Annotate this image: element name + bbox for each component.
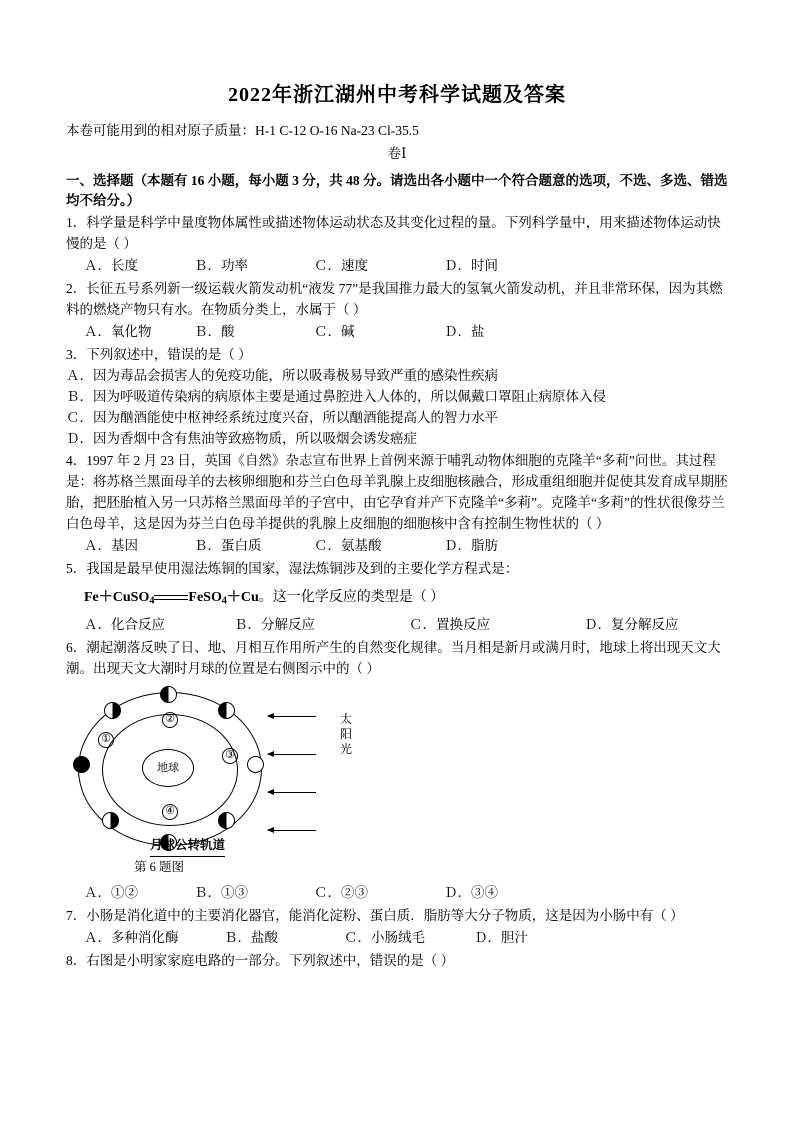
sun-label: 太阳光 bbox=[339, 711, 352, 756]
question-7-option-a[interactable]: Ａ．多种消化酶 bbox=[84, 929, 179, 945]
question-6-option-b[interactable]: Ｂ．①③ bbox=[194, 884, 248, 900]
question-4-options bbox=[84, 536, 728, 557]
question-5-option-b[interactable]: Ｂ．分解反应 bbox=[234, 617, 315, 633]
question-6-option-a[interactable]: Ａ．①② bbox=[84, 884, 138, 900]
equation-left-sub: 4 bbox=[149, 595, 155, 607]
question-1-option-b[interactable]: Ｂ．功率 bbox=[194, 258, 248, 274]
moon-phase-bottom-left bbox=[102, 812, 119, 829]
question-5-equation bbox=[84, 587, 728, 609]
sunlight-arrow-4 bbox=[268, 830, 316, 831]
question-5-option-d[interactable]: Ｄ．复分解反应 bbox=[584, 617, 679, 633]
moon-phase-right bbox=[247, 756, 264, 773]
question-1-stem: 1．科学量是科学中量度物体属性或描述物体运动状态及其变化过程的量。下列科学量中，用来描述物体运动快慢的是（ ） bbox=[66, 215, 721, 252]
question-6-option-c[interactable]: Ｃ．②③ bbox=[314, 884, 368, 900]
question-6-figure bbox=[72, 686, 372, 881]
orbit-label: 月球公转轨道 bbox=[150, 836, 225, 857]
question-2-stem: 2．长征五号系列新一级运载火箭发动机“液发 77”是我国推力最大的氢氧火箭发动机，并且非常环保，因为其燃料的燃烧产物只有水。在物质分类上，水属于（ ） bbox=[66, 281, 723, 318]
moon-phase-top-right bbox=[218, 702, 235, 719]
question-3-stem: 3．下列叙述中，错误的是（ ） bbox=[66, 346, 252, 362]
moon-phase-left bbox=[73, 756, 90, 773]
page-title: 2022年浙江湖州中考科学试题及答案 bbox=[228, 84, 566, 106]
question-7 bbox=[66, 906, 728, 949]
question-6-stem: 6．潮起潮落反映了日、地、月相互作用所产生的自然变化规律。当月相是新月或满月时，地球上将出现天文大潮。出现天文大潮时月球的位置是右侧图示中的（ ） bbox=[66, 640, 721, 676]
question-2-option-a[interactable]: Ａ．氧化物 bbox=[84, 323, 152, 339]
question-3-option-d[interactable]: Ｄ．因为香烟中含有焦油等致癌物质，所以吸烟会诱发癌症 bbox=[66, 430, 417, 446]
question-7-option-c[interactable]: Ｃ．小肠绒毛 bbox=[344, 929, 425, 945]
moon-phase-bottom-right bbox=[218, 812, 235, 829]
question-4-option-c[interactable]: Ｃ．氨基酸 bbox=[314, 538, 382, 554]
question-3-option-c[interactable]: Ｃ．因为酗酒能使中枢神经系统过度兴奋，所以酗酒能提高人的智力水平 bbox=[66, 409, 498, 425]
question-7-stem: 7．小肠是消化道中的主要消化器官，能消化淀粉、蛋白质．脂肪等大分子物质，这是因为小肠中有（ ） bbox=[66, 907, 684, 923]
sunlight-arrow-1 bbox=[268, 716, 316, 717]
position-label-1: ① bbox=[98, 732, 114, 748]
question-2-option-c[interactable]: Ｃ．碱 bbox=[314, 323, 355, 339]
question-5-options bbox=[84, 615, 728, 636]
figure-6-caption: 第 6 题图 bbox=[134, 859, 185, 874]
question-3 bbox=[66, 345, 728, 450]
equation-tail-text: 。这一化学反应的类型是（ ） bbox=[258, 590, 445, 606]
question-6-option-d[interactable]: Ｄ．③④ bbox=[444, 884, 498, 900]
moon-orbit-diagram bbox=[72, 686, 284, 854]
question-5 bbox=[66, 559, 728, 636]
question-6 bbox=[66, 638, 728, 904]
paper-label: 卷Ⅰ bbox=[387, 145, 407, 161]
position-label-4: ④ bbox=[162, 804, 178, 820]
question-1-option-a[interactable]: Ａ．长度 bbox=[84, 258, 138, 274]
sunlight-arrow-3 bbox=[268, 792, 316, 793]
question-4-option-d[interactable]: Ｄ．脂肪 bbox=[444, 538, 498, 554]
question-4 bbox=[66, 451, 728, 557]
atomic-mass-note: 本卷可能用到的相对原子质量：H-1 C-12 O-16 Na-23 Cl-35.5 bbox=[66, 123, 419, 138]
moon-phase-top-left bbox=[104, 702, 121, 719]
position-label-2: ② bbox=[162, 712, 178, 728]
question-6-options bbox=[84, 883, 728, 904]
sunlight-arrows bbox=[268, 708, 328, 828]
question-8-stem: 8．右图是小明家家庭电路的一部分。下列叙述中，错误的是（ ） bbox=[66, 952, 455, 968]
equation-right: FeSO bbox=[188, 590, 222, 606]
reaction-arrow-icon bbox=[154, 592, 188, 604]
question-4-stem: 4．1997 年 2 月 23 日，英国《自然》杂志宣布世界上首例来源于哺乳动物体细胞的克隆羊“多莉”问世。其过程是：将苏格兰黑面母羊的去核卵细胞和芬兰白色母羊乳腺上皮细胞核融合，形成重组细胞并促使其发育成早期胚胎，把胚胎植入另一只苏格兰黑面母羊的子宫中，由它孕育并产下克隆羊“多莉”。克隆羊“多莉”的性状很像芬兰白色母羊，这是因为芬兰白色母羊提供的乳腺上皮细胞的细胞核中含有控制生物性状的（ ） bbox=[66, 453, 728, 532]
question-2-option-b[interactable]: Ｂ．酸 bbox=[194, 323, 235, 339]
question-3-option-a[interactable]: Ａ．因为毒品会损害人的免疫功能，所以吸毒极易导致严重的感染性疾病 bbox=[66, 367, 498, 383]
question-1 bbox=[66, 213, 728, 277]
question-4-option-a[interactable]: Ａ．基因 bbox=[84, 538, 138, 554]
equation-right-tail: ＋Cu bbox=[226, 590, 259, 606]
earth-label: 地球 bbox=[142, 749, 194, 787]
question-1-option-c[interactable]: Ｃ．速度 bbox=[314, 258, 368, 274]
moon-phase-top bbox=[160, 686, 177, 703]
question-2 bbox=[66, 279, 728, 343]
equation-left: Fe＋CuSO bbox=[84, 590, 150, 606]
question-4-option-b[interactable]: Ｂ．蛋白质 bbox=[194, 538, 262, 554]
question-7-option-b[interactable]: Ｂ．盐酸 bbox=[224, 929, 278, 945]
question-5-option-c[interactable]: Ｃ．置换反应 bbox=[409, 617, 490, 633]
question-1-option-d[interactable]: Ｄ．时间 bbox=[444, 258, 498, 274]
question-7-options bbox=[84, 928, 728, 949]
question-2-options bbox=[84, 322, 728, 343]
sunlight-arrow-2 bbox=[268, 754, 316, 755]
question-7-option-d[interactable]: Ｄ．胆汁 bbox=[474, 929, 528, 945]
question-3-option-b[interactable]: Ｂ．因为呼吸道传染病的病原体主要是通过鼻腔进入人体的，所以佩戴口罩阻止病原体入侵 bbox=[66, 388, 606, 404]
position-label-3: ③ bbox=[222, 748, 238, 764]
question-1-options bbox=[84, 256, 728, 277]
question-5-option-a[interactable]: Ａ．化合反应 bbox=[84, 617, 165, 633]
section-one-heading: 一、选择题（本题有 16 小题，每小题 3 分，共 48 分。请选出各小题中一个符合题意的选项，不选、多选、错选均不给分。） bbox=[66, 172, 728, 209]
question-5-stem: 5．我国是最早使用湿法炼铜的国家，湿法炼铜涉及到的主要化学方程式是： bbox=[66, 561, 519, 577]
question-8 bbox=[66, 951, 728, 972]
question-2-option-d[interactable]: Ｄ．盐 bbox=[444, 323, 485, 339]
equation-right-sub: 4 bbox=[221, 595, 227, 607]
